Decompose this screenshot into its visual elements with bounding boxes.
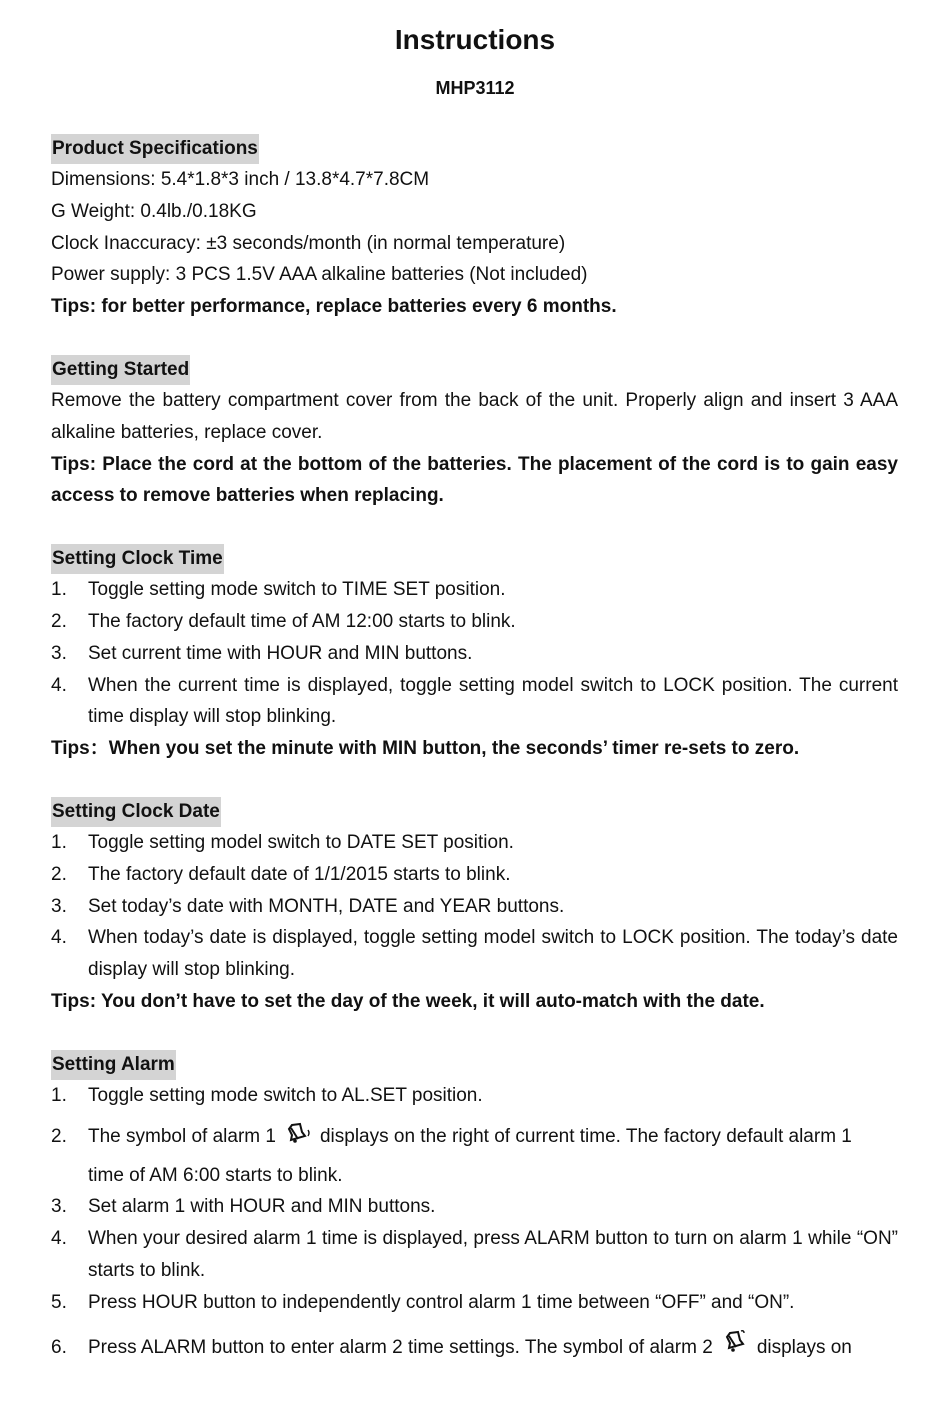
list-item: 3. Set current time with HOUR and MIN buttons. [51,642,473,664]
section-heading: Setting Clock Date [51,797,221,827]
list-item: 2. The factory default date of 1/1/2015 starts to blink. [51,863,511,885]
spec-weight: G Weight: 0.4lb./0.18KG [51,200,257,222]
list-item: 1. Toggle setting mode switch to AL.SET position. [51,1084,483,1106]
section-heading: Setting Clock Time [51,544,224,574]
list-item: 3. Set today’s date with MONTH, DATE and YEAR buttons. [51,895,565,917]
alarm-steps [51,1080,898,1373]
list-item: 3. Set alarm 1 with HOUR and MIN buttons. [51,1196,436,1218]
spec-tips: Tips: for better performance, replace batteries every 6 months. [51,296,617,318]
section-clock-time [51,544,898,765]
clock-time-tips: Tips：When you set the minute with MIN button, the seconds’ timer re-sets to zero. [51,738,800,760]
getting-started-tips: Tips: Place the cord at the bottom of the batteries. The placement of the cord is to gain easy access to remove batteries when replacing. [51,453,898,507]
section-getting-started [51,355,898,512]
document-title: Instructions [394,24,556,55]
spec-power: Power supply: 3 PCS 1.5V AAA alkaline batteries (Not included) [51,264,588,286]
spec-inaccuracy: Clock Inaccuracy: ±3 seconds/month (in normal temperature) [51,232,566,254]
section-alarm [51,1050,898,1373]
list-item: 6. Press ALARM button to enter alarm 2 time settings. The symbol of alarm 2 displays on [51,1327,898,1373]
list-item: 5. Press HOUR button to independently control alarm 1 time between “OFF” and “ON”. [51,1291,795,1313]
list-item: time of AM 6:00 starts to blink. [88,1164,343,1186]
model-number: MHP3112 [435,78,515,98]
alarm-bell-2-icon [723,1329,749,1373]
clock-time-steps [51,574,898,733]
list-item: 2. The factory default time of AM 12:00 starts to blink. [51,610,516,632]
section-heading: Product Specifications [51,134,259,164]
list-item: 1. Toggle setting model switch to DATE SET position. [51,831,514,853]
getting-started-body: Remove the battery compartment cover from the back of the unit. Properly align and insert 3 AAA alkaline batteries, replace cover. [51,389,898,443]
spec-dimensions: Dimensions: 5.4*1.8*3 inch / 13.8*4.7*7.8CM [51,169,430,190]
clock-date-steps [51,827,898,986]
section-clock-date [51,797,898,1018]
list-item: 4. When your desired alarm 1 time is displayed, press ALARM button to turn on alarm 1 while “ON” starts to blink. [51,1228,898,1281]
list-item: 1. Toggle setting mode switch to TIME SET position. [51,579,506,601]
list-item: 4. When the current time is displayed, toggle setting model switch to LOCK position. The current time display will stop blinking. [51,674,898,728]
document-body [51,134,898,1405]
section-heading: Getting Started [51,355,190,385]
list-item: 2. The symbol of alarm 1 displays on the right of current time. The factory default alarm 1 [51,1116,898,1162]
alarm-bell-1-icon [286,1120,312,1162]
section-heading: Setting Alarm [51,1050,176,1080]
clock-date-tips: Tips: You don’t have to set the day of the week, it will auto-match with the date. [51,990,765,1012]
section-specifications [51,134,898,323]
list-item: 4. When today’s date is displayed, toggle setting model switch to LOCK position. The today’s date display will stop blinking. [51,927,898,981]
